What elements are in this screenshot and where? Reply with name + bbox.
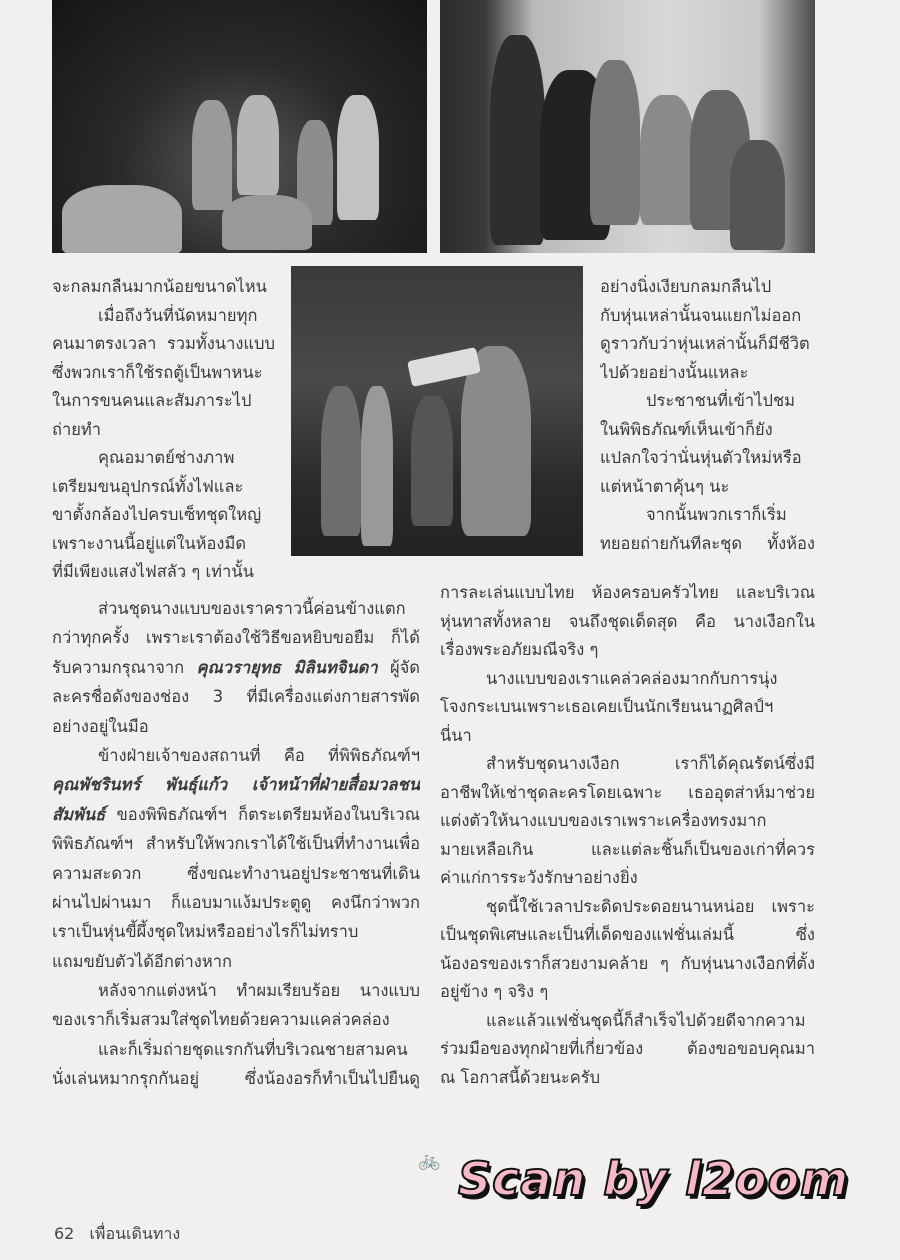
text-span: ของพิพิธภัณฑ์ฯ ก็ตระเตรียมห้องในบริเวณ xyxy=(105,804,420,824)
text-line: เมื่อถึงวันที่นัดหมายทุก xyxy=(98,305,258,325)
text-line: แต่งตัวให้นางแบบของเราเพราะเครื่องทรงมาก xyxy=(440,811,767,830)
text-line: ดูราวกับว่าหุ่นเหล่านั้นก็มีชีวิต xyxy=(600,334,810,353)
text-line: แต่หน้าตาคุ้นๆ นะ xyxy=(600,476,730,496)
italic-name-span: คุณวรายุทธ มิลินทจินดา xyxy=(196,657,378,677)
text-line: ซึ่งพวกเราก็ใช้รถตู้เป็นพาหนะ xyxy=(52,362,263,382)
text-line: ขาตั้งกล้องไปครบเซ็ทชุดใหญ่ xyxy=(52,505,262,524)
text-line: โจงกระเบนเพราะเธอเคยเป็นนักเรียนนาฏศิลป์ฯ xyxy=(440,697,774,716)
text-line: ละครชื่อดังของช่อง 3 ที่มีเครื่องแต่งกายสารพัด xyxy=(52,687,420,707)
text-line: เราเป็นหุ่นขี้ผึ้งชุดใหม่หรืออย่างไรก็ไม่ทราบ xyxy=(52,922,359,942)
italic-name-span: คุณพัชรินทร์ พันธุ์แก้ว เจ้าหน้าที่ฝ่ายสื่อมวลชน xyxy=(52,775,420,795)
text-line: เป็นชุดพิเศษและเป็นที่เด็ดของแฟชั่นเล่มนี้ ซึ่ง xyxy=(440,925,815,944)
text-line: ประชาชนที่เข้าไปชม xyxy=(646,391,796,410)
text-line: การละเล่นแบบไทย ห้องครอบครัวไทย และบริเวณ xyxy=(440,583,815,602)
magazine-name: เพื่อนเดินทาง xyxy=(89,1224,181,1243)
text-line: ของเราก็เริ่มสวมใส่ชุดไทยด้วยความแคล่วคล่อง xyxy=(52,1010,390,1030)
text-line: อย่างนิ่งเงียบกลมกลืนไป xyxy=(600,277,772,296)
photographer-lighting-photo xyxy=(291,266,583,556)
text-span: ผู้จัด xyxy=(377,657,420,677)
page-footer xyxy=(54,1222,180,1247)
text-line: อยู่ข้าง ๆ จริง ๆ xyxy=(440,982,549,1001)
text-line: พิพิธภัณฑ์ฯ สำหรับให้พวกเราได้ใช้เป็นที่ทำงานเพื่อ xyxy=(52,834,420,854)
text-column-bottom-right xyxy=(440,579,815,1092)
italic-name-span: สัมพันธ์ xyxy=(52,804,106,824)
text-line: นี่นา xyxy=(440,725,472,745)
text-line: จากนั้นพวกเราก็เริ่ม xyxy=(646,505,787,524)
text-line: ส่วนชุดนางแบบของเราคราวนี้ค่อนข้างแตก xyxy=(98,599,406,618)
text-line: คนมาตรงเวลา รวมทั้งนางแบบ xyxy=(52,334,275,353)
text-line xyxy=(52,800,420,829)
text-line: ในพิพิธภัณฑ์เห็นเข้าก็ยัง xyxy=(600,419,773,439)
text-line: น้องอรของเราก็สวยงามคล้าย ๆ กับหุ่นนางเงือกที่ตั้ง xyxy=(440,953,815,973)
text-line: ค่าแก่การระวังรักษาอย่างยิ่ง xyxy=(440,868,638,887)
text-line: ณ โอกาสนี้ด้วยนะครับ xyxy=(440,1067,601,1087)
text-line: กว่าทุกครั้ง เพราะเราต้องใช้วิธีขอหยิบขอยืม ก็ได้ xyxy=(52,628,420,648)
text-line: คุณอมาตย์ช่างภาพ xyxy=(98,448,235,467)
text-column-bottom-left xyxy=(52,594,420,1094)
text-line: ข้างฝ่ายเจ้าของสถานที่ คือ ที่พิพิธภัณฑ์ฯ xyxy=(98,745,420,765)
text-line: ร่วมมือของทุกฝ่ายที่เกี่ยวข้อง ต้องขอขอบคุณมา xyxy=(440,1039,815,1058)
dancers-performance-photo xyxy=(52,0,427,253)
text-column-top-right xyxy=(600,273,815,558)
text-line: หุ่นทาสทั้งหลาย จนถึงชุดเด็ดสุด คือ นางเงือกใน xyxy=(440,611,815,631)
text-line: ในการขนคนและสัมภาระไป xyxy=(52,391,252,410)
text-line: แถมขยับตัวได้อีกต่างหาก xyxy=(52,951,232,971)
text-line: แปลกใจว่านั่นหุ่นตัวใหม่หรือ xyxy=(600,448,802,467)
text-line: นั่งเล่นหมากรุกกันอยู่ ซึ่งน้องอรก็ทำเป็นไปยืนดู xyxy=(52,1069,420,1089)
scan-watermark: Scan by l2oom xyxy=(458,1152,850,1206)
text-line xyxy=(52,770,420,799)
text-line: นางแบบของเราแคล่วคล่องมากกับการนุ่ง xyxy=(486,668,778,688)
text-line: ที่มีเพียงแสงไฟสลัว ๆ เท่านั้น xyxy=(52,562,254,581)
text-line xyxy=(52,653,420,682)
text-line: อาชีพให้เช่าชุดละครโดยเฉพาะ เธออุตส่าห์มาช่วย xyxy=(440,782,815,802)
text-line: อย่างอยู่ในมือ xyxy=(52,716,149,736)
text-line: ความสะดวก ซึ่งขณะทำงานอยู่ประชาชนที่เดิน xyxy=(52,863,420,883)
page-number: 62 xyxy=(54,1224,75,1243)
text-line: ถ่ายทำ xyxy=(52,419,102,439)
text-line: สำหรับชุดนางเงือก เราก็ได้คุณรัตน์ซึ่งมี xyxy=(486,754,815,773)
text-line: เตรียมขนอุปกรณ์ทั้งไฟและ xyxy=(52,476,244,496)
text-line: มายเหลือเกิน และแต่ละชิ้นก็เป็นของเก่าที่ควร xyxy=(440,839,815,859)
museum-group-photo xyxy=(440,0,815,253)
text-line: เรื่องพระอภัยมณีจริง ๆ xyxy=(440,640,599,659)
text-line: และก็เริ่มถ่ายชุดแรกกันที่บริเวณชายสามคน xyxy=(98,1039,408,1059)
text-line: ชุดนี้ใช้เวลาประดิดประดอยนานหน่อย เพราะ xyxy=(486,896,815,916)
text-line: เพราะงานนี้อยู่แต่ในห้องมืด xyxy=(52,533,247,553)
text-column-top-left xyxy=(52,273,275,587)
bicycle-end-mark-icon: 🚲 xyxy=(418,1150,441,1171)
text-line: ไปด้วยอย่างนั้นแหละ xyxy=(600,362,749,382)
text-line: จะกลมกลืนมากน้อยขนาดไหน xyxy=(52,277,267,296)
text-span: รับความกรุณาจาก xyxy=(52,657,197,677)
text-line: ทยอยถ่ายกันทีละชุด ทั้งห้อง xyxy=(600,533,815,553)
text-line: กับหุ่นเหล่านั้นจนแยกไม่ออก xyxy=(600,305,802,325)
text-line: หลังจากแต่งหน้า ทำผมเรียบร้อย นางแบบ xyxy=(98,981,420,1001)
text-line: ผ่านไปผ่านมา ก็แอบมาแง้มประตูดู คงนึกว่าพวก xyxy=(52,892,420,912)
text-line: และแล้วแฟชั่นชุดนี้ก็สำเร็จไปด้วยดีจากความ xyxy=(486,1010,806,1030)
